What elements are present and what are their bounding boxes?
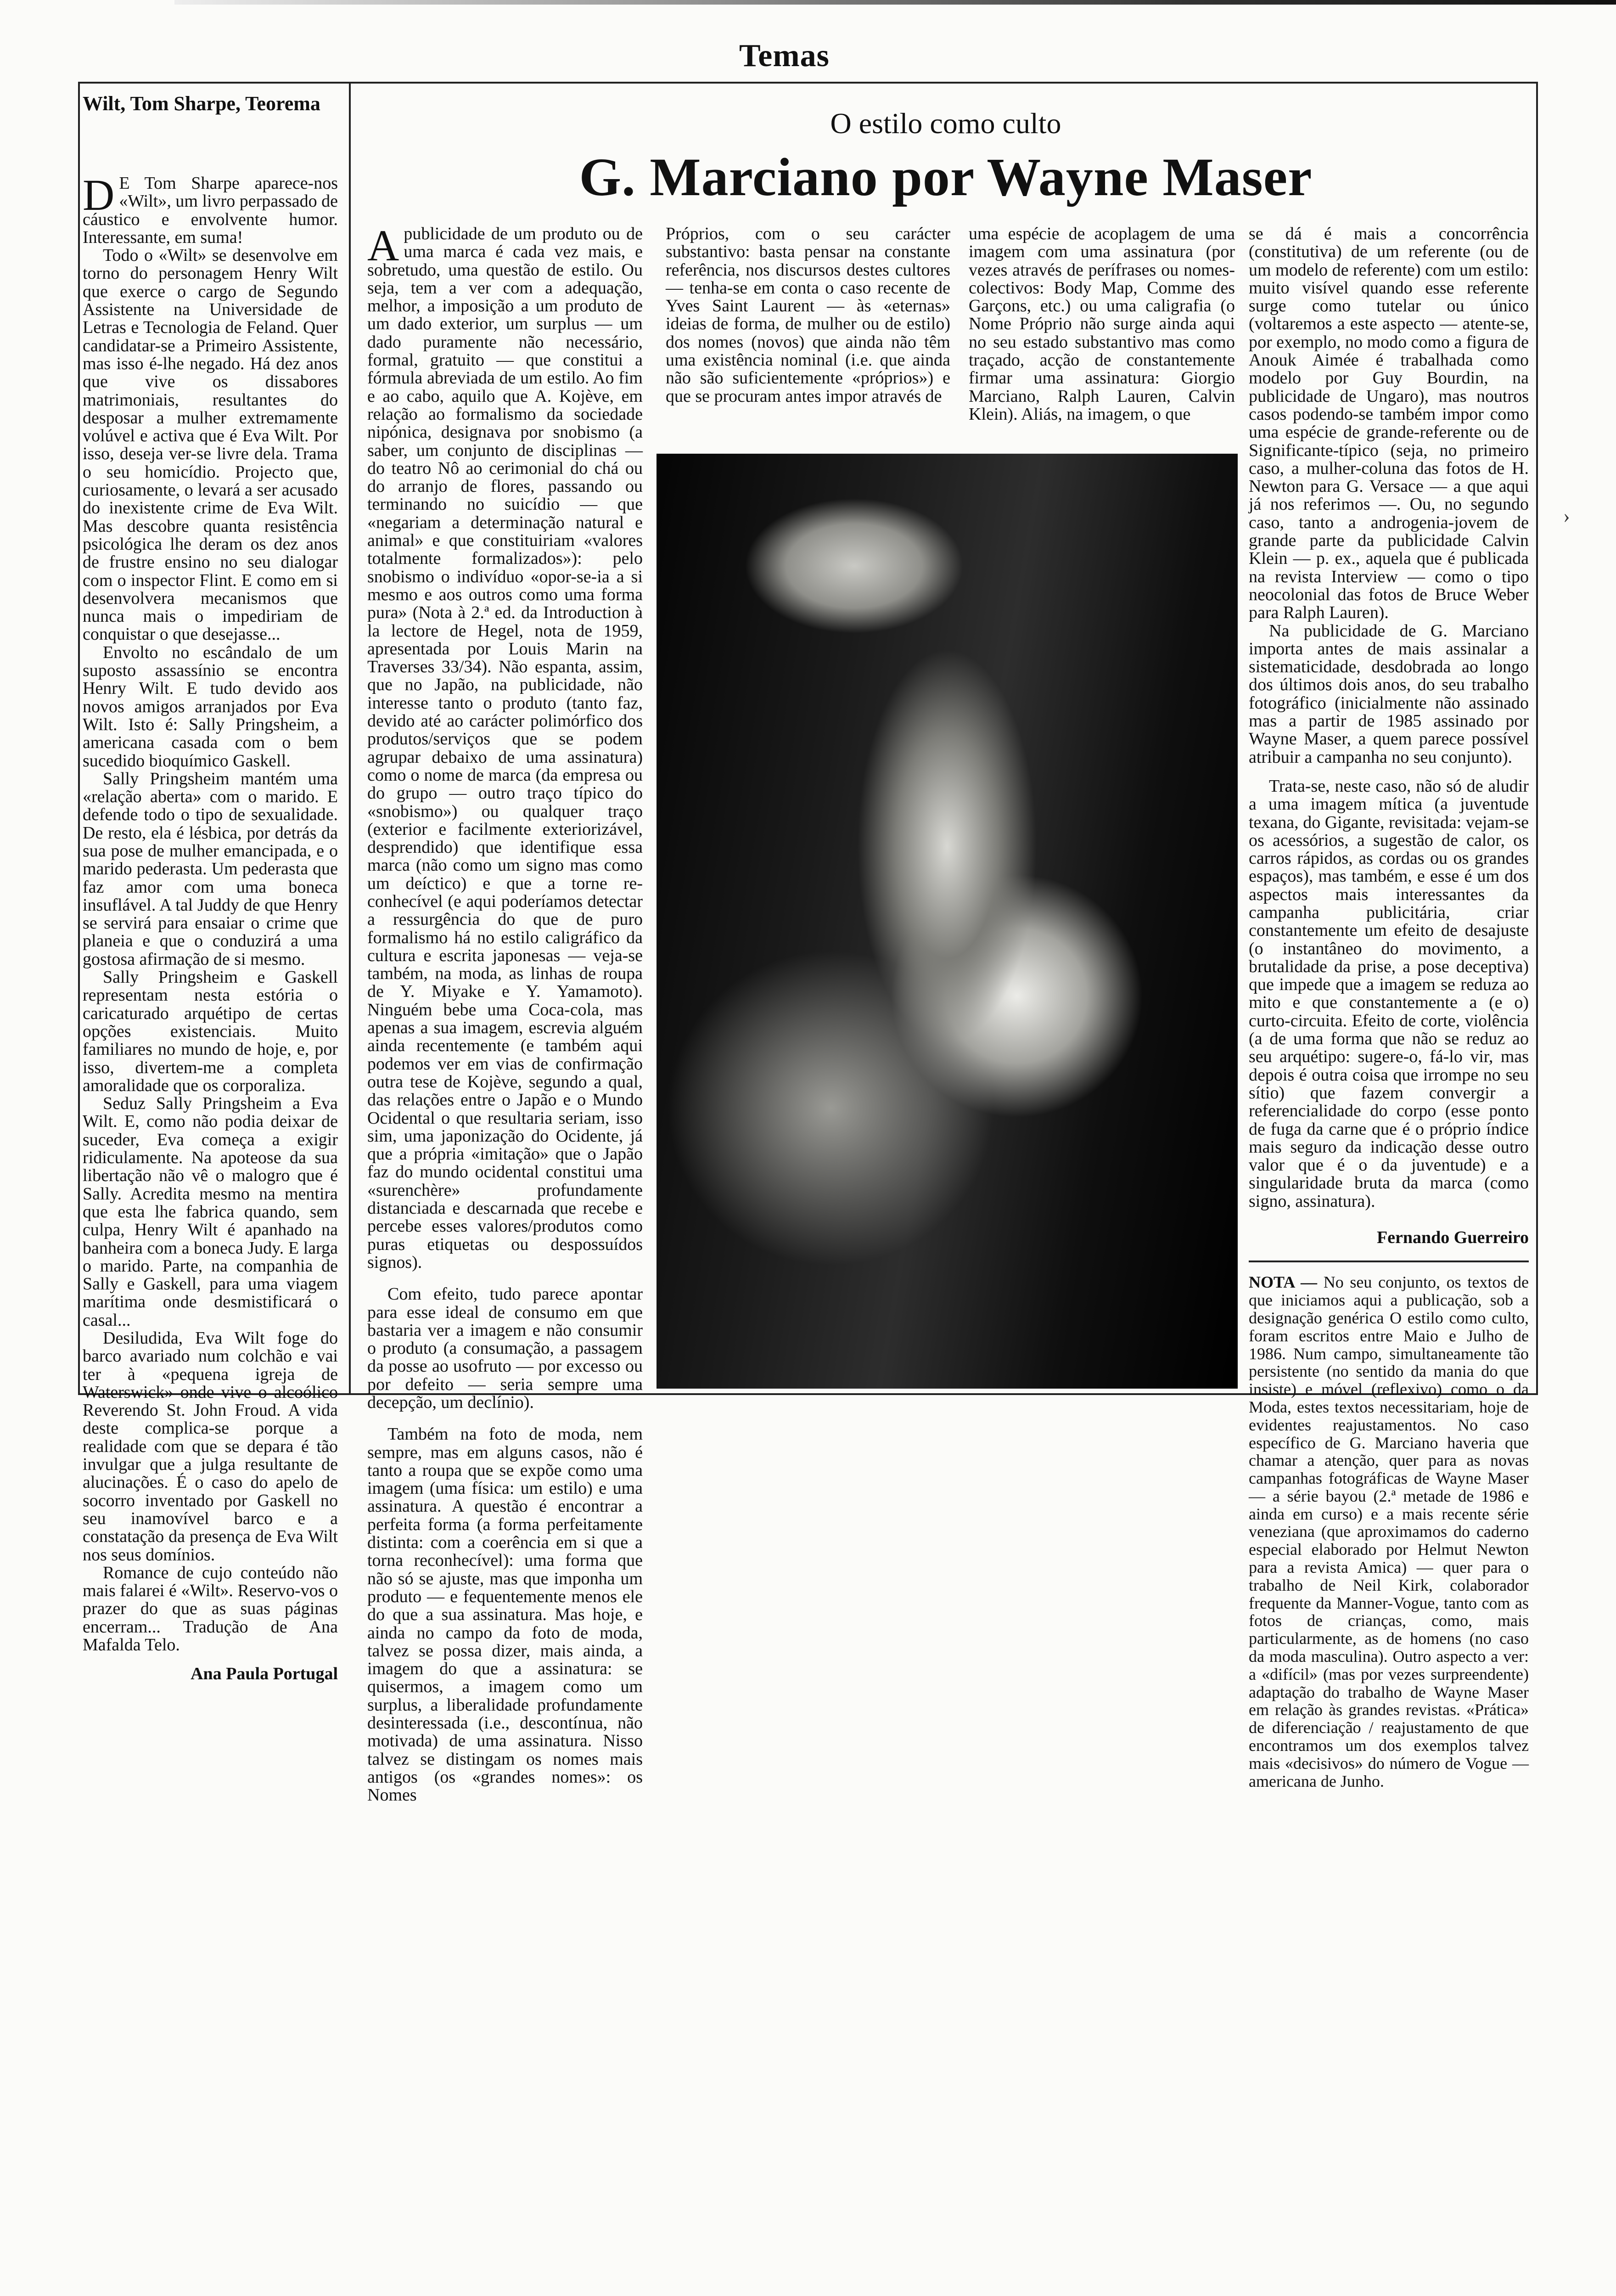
sidebar-dropcap: D [83, 170, 115, 219]
fashion-photo [656, 454, 1238, 1389]
sidebar-paragraph: Todo o «Wilt» se desenvolve em torno do personagem Henry Wilt que exerce o cargo de Segundo Assistente na Universidade de Letras e Tecnologia de Feland. Quer candidatar-se a Primeiro Assistente, mas isso é-lhe negado. Há dez anos que vive os dissabores matrimoniais, resultantes do desposar a mulher extremamente volúvel e activa que é Eva Wilt. Por isso, deseja ver-se livre dela. Trama o seu homicídio. Projecto que, curiosamente, o levará a ser acusado do inexistente crime de Eva Wilt. Mas descobre quanta resistência psicológica lhe deram os dez anos de frustre ensino no seu dialogar com o inspector Flint. E como em si desenvolvera mecanismos que nunca mais o impediriam de conquistar o que desejasse... [83, 246, 338, 644]
sidebar-column [83, 170, 338, 1684]
sidebar-paragraph: Sally Pringsheim mantém uma «relação aberta» com o marido. E defende todo o tipo de sexualidade. De resto, ela é lésbica, por detrás da sua pose de mulher emancipada, e o marido pederasta. Um pederasta que faz amor com uma boneca insuflável. A tal Juddy de que Henry se servirá para ensaiar o crime que planeia e que o conduzirá a uma gostosa afirmação de si mesmo. [83, 769, 338, 969]
top-scan-edge [174, 0, 1616, 5]
article-column-4 [1249, 225, 1529, 1790]
sidebar-paragraph: D E Tom Sharpe aparece-nos «Wilt», um livro perpassado de cáustico e envolvente humor. Interessante, em suma! [83, 170, 338, 247]
article-paragraph: se dá é mais a concorrência (constitutiva) de um referente (ou de um modelo de referente) com um estilo: muito visível quando esse referente surge como tutelar ou único (voltaremos a este aspecto — atente-se, por exemplo, no modo como a figura de Anouk Aimée é trabalhada como modelo por Guy Bourdin, na publicidade de Ungaro), mas noutros casos podendo-se também impor como uma espécie de grande-referente ou de Significante-típico (seja, no primeiro caso, a mulher-coluna das fotos de H. Newton para G. Versace — a que aqui já nos referimos —. Ou, no segundo caso, tanto a androgenia-jovem de grande parte da publicidade Calvin Klein — p. ex., aquela que é publicada na revista Interview — como o tipo neocolonial das fotos de Bruce Weber para Ralph Lauren). [1249, 224, 1529, 623]
article-paragraph: Apublicidade de um produto ou de uma marca é cada vez mais, e sobretudo, uma questão de estilo. Ou seja, tem a ver com a adequação, melhor, a imposição a um produto de um dado exterior, um surplus — um dado puramente não necessário, formal, gratuito — que constitui a fórmula abreviada de um estilo. Ao fim e ao cabo, aquilo que A. Kojève, em relação ao formalismo da sociedade nipónica, designava por snobismo (a saber, um conjunto de disciplinas — do teatro Nô ao cerimonial do chá ou do arranjo de flores, passando ou terminando no suicídio — que «negariam a determinação natural e animal» e que constituiriam «valores totalmente formalizados»): pelo snobismo o indivíduo «opor-se-ia a si mesmo e aos outros como uma forma pura» (Nota à 2.ª ed. da Introduction à la lectore de Hegel, nota de 1959, apresentada por Louis Marin na Traverses 33/34). Não espanta, assim, que no Japão, na publicidade, não interesse tanto o produto (tanto faz, devido até ao carácter polimórfico dos produtos/serviços que se podem agrupar debaixo de uma assinatura) como o nome de marca (da empresa ou do grupo — outro traço típico do «snobismo») ou qualquer traço (exterior e facilmente exteriorizável, desprendido) que identifique essa marca (não como um signo mas como um deíctico) e que a torne re-conhecível (e aqui poderíamos detectar a ressurgência do que de puro formalismo há no estilo caligráfico da cultura e escrita japonesas — veja-se também, na moda, as linhas de roupa de Y. Miyake e Y. Yamamoto). Ninguém bebe uma Coca-cola, mas apenas a sua imagem, escrevia alguém ainda recentemente (e também aqui podemos ver em vias de confirmação outra tese de Kojève, segundo a qual, das relações entre o Japão e o Mundo Ocidental o que resultaria seriam, isso sim, uma japonização do Ocidente, já que a própria «imitação» que o Japão faz do mundo ocidental constitui uma «surenchère» profundamente distanciada e descarnada que recebe e percebe esses valores/produtos como puras etiquetas ou despossuídos signos). [367, 221, 643, 1272]
article-paragraph: Próprios, com o seu carácter substantivo: basta pensar na constante referência, nos discursos destes cultores — tenha-se em conta o caso recente de Yves Saint Laurent — às «eternas» ideias de forma, de mulher ou de estilo) dos nomes (novos) que ainda não têm uma existência nominal (i.e. que ainda não são suficientemente «próprios») e que se procuram antes impor através de [666, 224, 950, 406]
margin-mark: › [1563, 505, 1570, 527]
sidebar-paragraph: Romance de cujo conteúdo não mais falarei é «Wilt». Reservo-vos o prazer do que as suas páginas encerram... Tradução de Ana Mafalda Telo. [83, 1563, 338, 1655]
article-column-1 [367, 221, 643, 1805]
article-paragraph: Na publicidade de G. Marciano importa antes de mais assinalar a sistematicidade, desdobrada ao longo dos últimos dois anos, do seu trabalho fotográfico (inicialmente não assinado mas a partir de 1985 assinado por Wayne Maser, a quem parece possível atribuir a campanha no seu conjunto). [1249, 621, 1529, 767]
sidebar-byline: Ana Paula Portugal [191, 1664, 338, 1684]
article-paragraph: uma espécie de acoplagem de uma imagem com uma assinatura (por vezes através de perífrases ou nomes-colectivos: Body Map, Comme des Garçons, etc.) ou uma caligrafia (o Nome Próprio não surge ainda aqui no seu estado substantivo mas como traçado, acção de constantemente firmar uma assinatura: Giorgio Marciano, Ralph Lauren, Calvin Klein). Aliás, na imagem, o que [969, 224, 1235, 424]
note-divider [1249, 1261, 1529, 1262]
section-title: Temas [739, 38, 830, 73]
note-text: No seu conjunto, os textos de que iniciamos aqui a publicação, sob a designação genérica O estilo como culto, foram escritos entre Maio e Julho de 1986. Num campo, simultaneamente tão persistente (no sentido da mania do que insiste) e móvel (reflexivo) como o da Moda, estes textos necessitariam, hoje de evidentes reajustamentos. No caso específico de G. Marciano haveria que chamar a atenção, quer para as novas campanhas fotográficas de Wayne Maser — a série bayou (2.ª metade de 1986 e ainda em curso) e a mais recente série veneziana (que aproximamos do caderno especial elaborado por Helmut Newton para a revista Amica) — quer para o trabalho de Neil Kirk, colaborador frequente da Manner-Vogue, tanto com as fotos de crianças, como, mais particularmente, as de homens (no caso da moda masculina). Outro aspecto a ver: a «difícil» (mas por vezes surpreendente) adaptação do trabalho de Wayne Maser em relação às grandes revistas. «Prática» de diferenciação / reajustamento de que encontramos um dos exemplos talvez mais «decisivos» do número de Vogue — americana de Junho. [1249, 1273, 1529, 1790]
sidebar-paragraph: Desiludida, Eva Wilt foge do barco avariado num colchão e vai ter à «pequena igreja de Waterswick» onde vive o alcoólico Reverendo St. John Froud. A vida deste complica-se porque a realidade com que se depara é tão invulgar que a julga resultante de alucinações. É o caso do apelo de socorro inventado por Gaskell no seu inamovível barco e a constatação da presença de Eva Wilt nos seus domínios. [83, 1328, 338, 1564]
sidebar-paragraph: Envolto no escândalo de um suposto assassínio se encontra Henry Wilt. E tudo devido aos novos amigos arranjados por Eva Wilt. Isto é: Sally Pringsheim, a americana casada com o bem sucedido bioquímico Gaskell. [83, 642, 338, 771]
sidebar-title: Wilt, Tom Sharpe, Teorema [83, 92, 320, 115]
sidebar-paragraph: Sally Pringsheim e Gaskell representam nesta estória o caricaturado arquétipo de certas opções existenciais. Muito familiares no mundo de hoje, e, por isso, divertem-me a completa amoralidade que os corporaliza. [83, 968, 338, 1095]
article-paragraph: Com efeito, tudo parece apontar para esse ideal de consumo em que bastaria ver a imagem e não consumir o produto (a consumação, a passagem da posse ao usofruto — por excesso ou por defeito — seria sempre uma decepção, um declínio). [367, 1284, 643, 1412]
article-kicker: O estilo como culto [830, 107, 1061, 140]
article-column-3 [969, 225, 1235, 423]
article-paragraph: Trata-se, neste caso, não só de aludir a uma imagem mítica (a juventude texana, do Gigante, revisitada: vejam-se os acessórios, a sugestão de calor, os carros rápidos, as cordas ou os grandes espaços), mas também, e esse é um dos aspectos mais interessantes da campanha publicitária, criar constantemente um efeito de desajuste (o instantâneo do movimento, a brutalidade da prise, a pose deceptiva) que impede que a imagem se reduza ao mito e que constantemente a (e o) curto-circuita. Efeito de corte, violência (a de uma forma que não se reduz ao seu arquétipo: sugere-o, fá-lo vir, mas depois é outra coisa que irrompe no seu sítio) que fazem convergir a referencialidade do corpo (esse ponto de fuga da carne que é o próprio índice mais seguro da indicação desse outro valor que é o da juventude) e a singularidade bruta da marca (como signo, assinatura). [1249, 776, 1529, 1211]
article-headline: G. Marciano por Wayne Maser [579, 147, 1313, 207]
article-note [1249, 1273, 1529, 1790]
sidebar-paragraph: Seduz Sally Pringsheim a Eva Wilt. E, como não podia deixar de suceder, Eva começa a exigir ridiculamente. Na apoteose da sua libertação não vê o malogro que é Sally. Acredita mesmo na mentira que esta lhe fabrica quando, sem culpa, Henry Wilt é apanhado na banheira com a boneca Judy. E larga o marido. Parte, na companhia de Sally e Gaskell, para uma viagem marítima onde desmistificará o casal... [83, 1094, 338, 1330]
sidebar-divider [349, 82, 351, 1395]
article-paragraph: Também na foto de moda, nem sempre, mas em alguns casos, não é tanto a roupa que se expõe como uma imagem (uma física: um estilo) e uma assinatura. A questão é encontrar a perfeita forma (a forma perfeitamente distinta: com a coerência em si que a torna reconhecível): uma forma que não só se ajuste, mas que imponha um produto — e fequentemente menos ele do que a sua assinatura. Mas hoje, e ainda no campo da foto de moda, talvez se possa dizer, mais ainda, a imagem do que a assinatura: se quisermos, a imagem como um surplus, a liberalidade profundamente desinteressada (i.e., descontínua, não motivada) de uma assinatura. Nisso talvez se distingam os nomes mais antigos (os «grandes nomes»: os Nomes [367, 1424, 643, 1805]
article-dropcap: A [367, 221, 399, 270]
note-label: NOTA — [1249, 1273, 1318, 1292]
article-byline: Fernando Guerreiro [1376, 1228, 1529, 1248]
article-column-2 [666, 225, 950, 405]
